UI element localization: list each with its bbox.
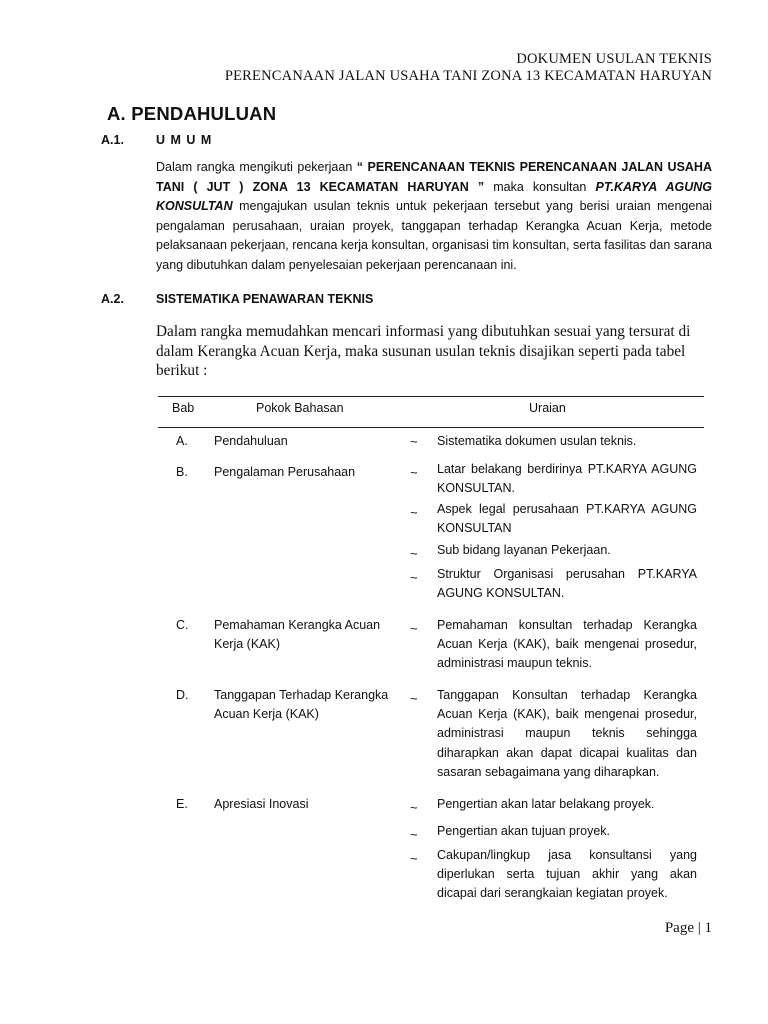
row-uraian-item: Latar belakang berdirinya PT.KARYA AGUNG KONSULTAN.	[437, 462, 697, 496]
row-pokok-bahasan: Pendahuluan	[214, 434, 288, 448]
tilde-bullet-icon: ~	[410, 570, 418, 585]
tilde-bullet-icon: ~	[410, 827, 418, 842]
document-header-title: DOKUMEN USULAN TEKNIS	[516, 51, 712, 67]
row-uraian-item: Struktur Organisasi perusahan PT.KARYA AGUNG KONSULTAN.	[437, 567, 697, 601]
row-bab: E.	[176, 797, 188, 811]
subsection-title-a2: SISTEMATIKA PENAWARAN TEKNIS	[156, 292, 374, 306]
tilde-bullet-icon: ~	[410, 434, 418, 449]
section-title: A. PENDAHULUAN	[107, 103, 277, 124]
table-top-rule	[158, 396, 704, 397]
table-header-uraian: Uraian	[529, 401, 566, 415]
row-uraian-item: Sub bidang layanan Pekerjaan.	[437, 543, 611, 557]
document-header-subtitle: PERENCANAAN JALAN USAHA TANI ZONA 13 KECAMATAN HARUYAN	[224, 68, 712, 84]
row-pokok-bahasan: Apresiasi Inovasi	[214, 797, 309, 811]
row-pokok-bahasan: Pemahaman Kerangka Acuan Kerja (KAK)	[214, 618, 381, 652]
subsection-title-a1: U M U M	[156, 133, 213, 147]
tilde-bullet-icon: ~	[410, 691, 418, 706]
table-header-pokok-bahasan: Pokok Bahasan	[256, 401, 344, 415]
tilde-bullet-icon: ~	[410, 621, 418, 636]
row-uraian-item: Sistematika dokumen usulan teknis.	[437, 434, 637, 448]
paragraph-sistematika: Dalam rangka memudahkan mencari informasi yang dibutuhkan sesuai yang tersurat di dalam Kerangka Acuan Kerja, maka susunan usulan teknis disajikan seperti pada tabel berikut :	[156, 323, 691, 379]
tilde-bullet-icon: ~	[410, 800, 418, 815]
row-bab: A.	[176, 434, 188, 448]
row-uraian-item: Aspek legal perusahaan PT.KARYA AGUNG KONSULTAN	[437, 502, 697, 536]
company-name: PT.KARYA AGUNG KONSULTAN	[156, 179, 712, 214]
row-bab: B.	[176, 465, 188, 479]
row-bab: D.	[176, 688, 189, 702]
para-text: maka konsultan	[484, 179, 596, 194]
tilde-bullet-icon: ~	[410, 851, 418, 866]
row-uraian-item: Tanggapan Konsultan terhadap Kerangka Acuan Kerja (KAK), baik mengenai prosedur, administrasi maupun teknis sehingga diharapkan akan dapat dicapai kualitas dan sasaran sebagaimana yang diharapkan.	[437, 688, 697, 779]
tilde-bullet-icon: ~	[410, 505, 418, 520]
para-text: mengajukan usulan teknis untuk pekerjaan tersebut yang berisi uraian mengenai pengalaman perusahaan, uraian proyek, tanggapan terhadap Kerangka Acuan Kerja, metode pelaksanaan pekerjaan, rencana kerja konsultan, organisasi tim konsultan, serta fasilitas dan sarana yang dibutuhkan dalam penyelesaian pekerjaan perencanaan ini.	[156, 199, 712, 272]
tilde-bullet-icon: ~	[410, 465, 418, 480]
para-text: Dalam rangka mengikuti pekerjaan	[156, 160, 357, 174]
table-header-rule	[158, 427, 704, 428]
page-number: Page | 1	[664, 920, 712, 936]
row-pokok-bahasan: Pengalaman Perusahaan	[214, 465, 356, 479]
row-pokok-bahasan: Tanggapan Terhadap Kerangka Acuan Kerja (KAK)	[214, 688, 389, 722]
row-bab: C.	[176, 618, 189, 632]
subsection-number-a1: A.1.	[101, 133, 124, 147]
table-header-bab: Bab	[172, 401, 195, 415]
subsection-number-a2: A.2.	[101, 292, 124, 306]
row-uraian-item: Cakupan/lingkup jasa konsultansi yang diperlukan serta tujuan akhir yang akan dicapai dari serangkaian kegiatan proyek.	[437, 848, 697, 901]
project-name: “ PERENCANAAN TEKNIS PERENCANAAN JALAN USAHA TANI ( JUT ) ZONA 13 KECAMATAN HARUYAN ”	[156, 160, 712, 194]
row-uraian-item: Pemahaman konsultan terhadap Kerangka Acuan Kerja (KAK), baik mengenai prosedur, administrasi maupun teknis.	[437, 618, 697, 671]
tilde-bullet-icon: ~	[410, 546, 418, 561]
paragraph-umum	[156, 158, 712, 276]
row-uraian-item: Pengertian akan latar belakang proyek.	[437, 797, 655, 811]
row-uraian-item: Pengertian akan tujuan proyek.	[437, 824, 611, 838]
